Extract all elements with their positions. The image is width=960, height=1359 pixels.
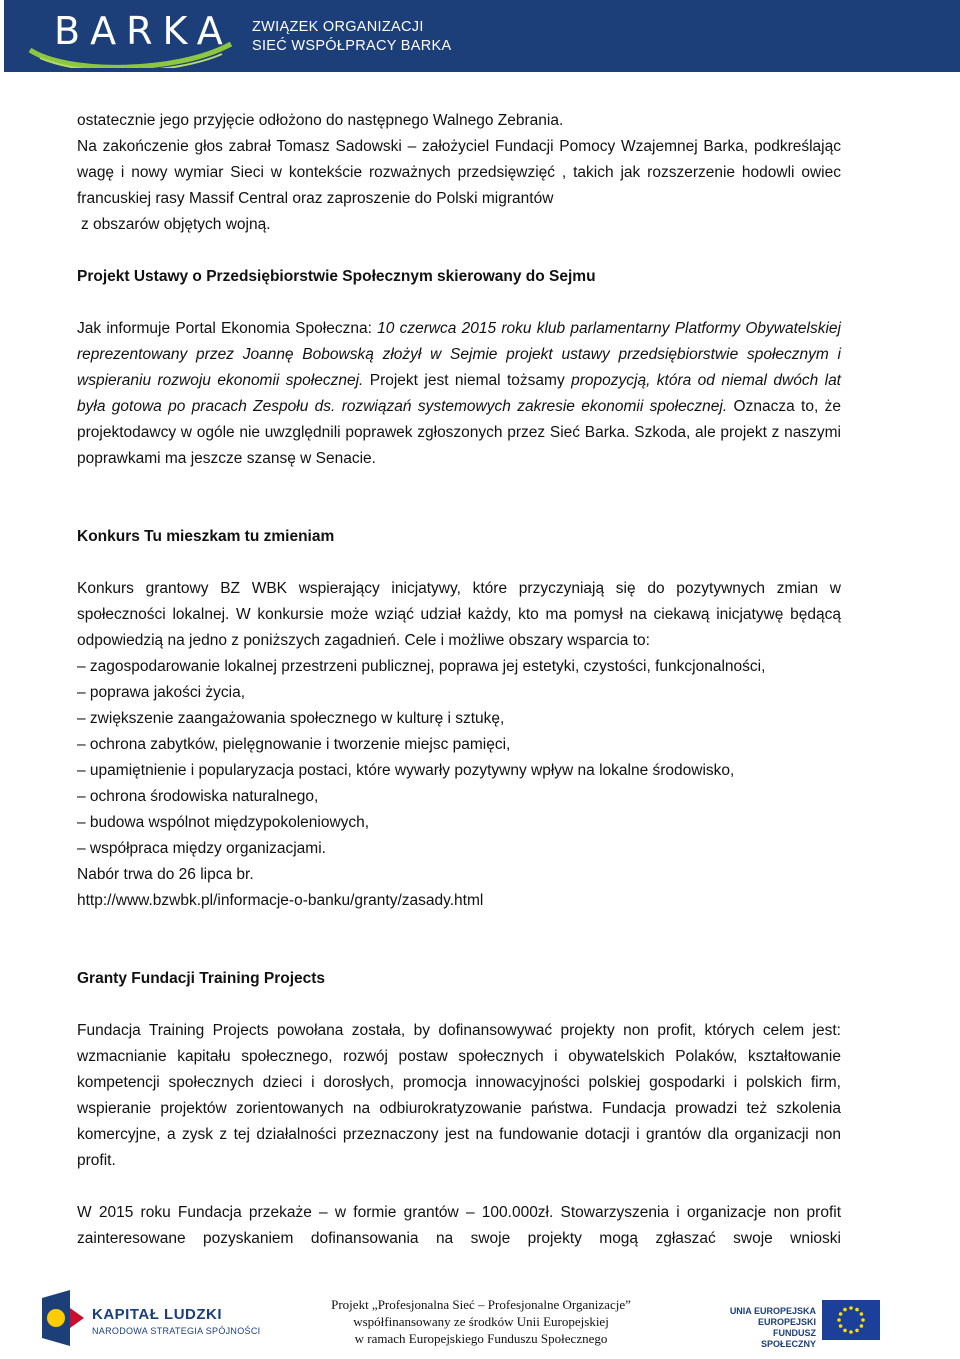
section-paragraph-granty-1: Fundacja Training Projects powołana została, by dofinansowywać projekty non profit, których celem jest: wzmacnianie kapitału społecznego, rozwój postaw społecznych i obywatelskich Polaków, kształtowanie kompetencji społecznych dzieci i dorosłych, promocja innowacyjności polskiej gospodarki i polskich firm, wspieranie projektów zorientowanych na odbiurokratyzowanie państwa. Fundacja prowadzi też szkolenia komercyjne, a zysk z tej działalności przeznaczony jest na fundowanie dotacji i grantów dla organizacji non profit. [77,1022,841,1169]
kapital-ludzki-logo-icon [40,1288,86,1348]
section-heading-granty: Granty Fundacji Training Projects [77,970,326,987]
kapital-ludzki-subtitle: NARODOWA STRATEGIA SPÓJNOŚCI [92,1326,261,1336]
italic-quote-2: propozycją, która od niemal dwóch lat była gotowa po pracach Zespołu ds. [77,372,841,415]
header-banner [4,0,960,72]
list-item: – poprawa jakości życia, [77,684,245,701]
footer [0,1280,960,1359]
deadline-text: Nabór trwa do 26 lipca br. [77,866,254,883]
section-heading-konkurs: Konkurs Tu mieszkam tu zmieniam [77,528,335,545]
list-item: – ochrona zabytków, pielęgnowanie i tworzenie miejsc pamięci, [77,736,511,753]
eu-line-3: FUNDUSZ SPOŁECZNY [760,1328,816,1349]
barka-logo-word: BARKA [54,9,233,53]
section-paragraph-projekt-ustawy [77,316,841,472]
project-line-3: w ramach Europejskiego Funduszu Społecznego [354,1331,608,1346]
eu-line-2: EUROPEJSKI [757,1317,816,1327]
section-heading-projekt-ustawy: Projekt Ustawy o Przedsiębiorstwie Społecznym skierowany do Sejmu [77,268,596,285]
project-line-1: Projekt „Profesjonalna Sieć – Profesjonalne Organizacje” [331,1297,631,1312]
intro-last-line: z obszarów objętych wojną. [81,216,271,233]
document-body [77,108,841,1252]
section-paragraph-granty-2: W 2015 roku Fundacja przekaże – w formie grantów – 100.000zł. Stowarzyszenia i organizacje non profit zainteresowane pozyskaniem dofinansowania na swoje projekty mogą zgłaszać swoje wnioski [77,1204,841,1247]
list-item: – współpraca między organizacjami. [77,840,326,857]
grant-rules-link[interactable]: http://www.bzwbk.pl/informacje-o-banku/granty/zasady.html [77,892,484,909]
eu-fund-text [724,1306,816,1350]
italic-quote-3: rozwiązań systemowych zakresie ekonomii społecznej. [341,398,728,415]
list-item: – zwiększenie zaangażowania społecznego w kulturę i sztukę, [77,710,505,727]
intro-line: ostatecznie jego przyjęcie odłożono do następnego Walnego Zebrania. [77,112,564,129]
tail-text: Oznacza to, że projektodawcy w ogóle nie uwzględnili poprawek zgłoszonych przez Sieć Barka. Szkoda, ale projekt z naszymi poprawkami ma jeszcze szansę w Senacie. [77,398,841,467]
org-name-line1: ZWIĄZEK ORGANIZACJI [252,19,424,35]
project-funding-note [300,1296,662,1347]
list-item: – upamiętnienie i popularyzacja postaci, które wywarły pozytywny wpływ na lokalne środowisko, [77,762,735,779]
section-paragraph-konkurs: Konkurs grantowy BZ WBK wspierający inicjatywy, które przyczyniają się do pozytywnych zmian w społeczności lokalnej. W konkursie może wziąć udział każdy, kto ma pomysł na ciekawą inicjatywę będącą odpowiedzią na jedno z poniższych zagadnień. Cele i możliwe obszary wsparcia to: [77,580,841,649]
italic-quote-1: 10 czerwca 2015 roku klub parlamentarny Platformy Obywatelskiej reprezentowany przez Joannę Bobowską złożył w Sejmie projekt ustawy przedsiębiorstwie społecznym i wspieraniu rozwoju ekonomii społecznej. [77,320,841,389]
list-item: – ochrona środowiska naturalnego, [77,788,319,805]
lead-text: Jak informuje Portal Ekonomia Społeczna: [77,320,378,337]
mid-text: Projekt jest niemal tożsamy [363,372,572,389]
project-line-2: współfinansowany ze środków Unii Europejskiej [353,1314,609,1329]
kapital-ludzki-title: KAPITAŁ LUDZKI [92,1306,223,1323]
eu-line-1: UNIA EUROPEJSKA [729,1306,816,1316]
list-item: – zagospodarowanie lokalnej przestrzeni publicznej, poprawa jej estetyki, czystości, funkcjonalności, [77,658,766,675]
intro-paragraph: Na zakończenie głos zabrał Tomasz Sadowski – założyciel Fundacji Pomocy Wzajemnej Barka, podkreślając wagę i nowy wymiar Sieci w kontekście rozważnych przedsięwzięć , takich jak rozszerzenie hodowli owiec francuskiej rasy Massif Central oraz zaproszenie do Polski migrantów [77,138,841,207]
list-item: – budowa wspólnot międzypokoleniowych, [77,814,370,831]
eu-flag-icon [822,1300,880,1340]
org-name-line2: SIEĆ WSPÓŁPRACY BARKA [252,38,452,54]
